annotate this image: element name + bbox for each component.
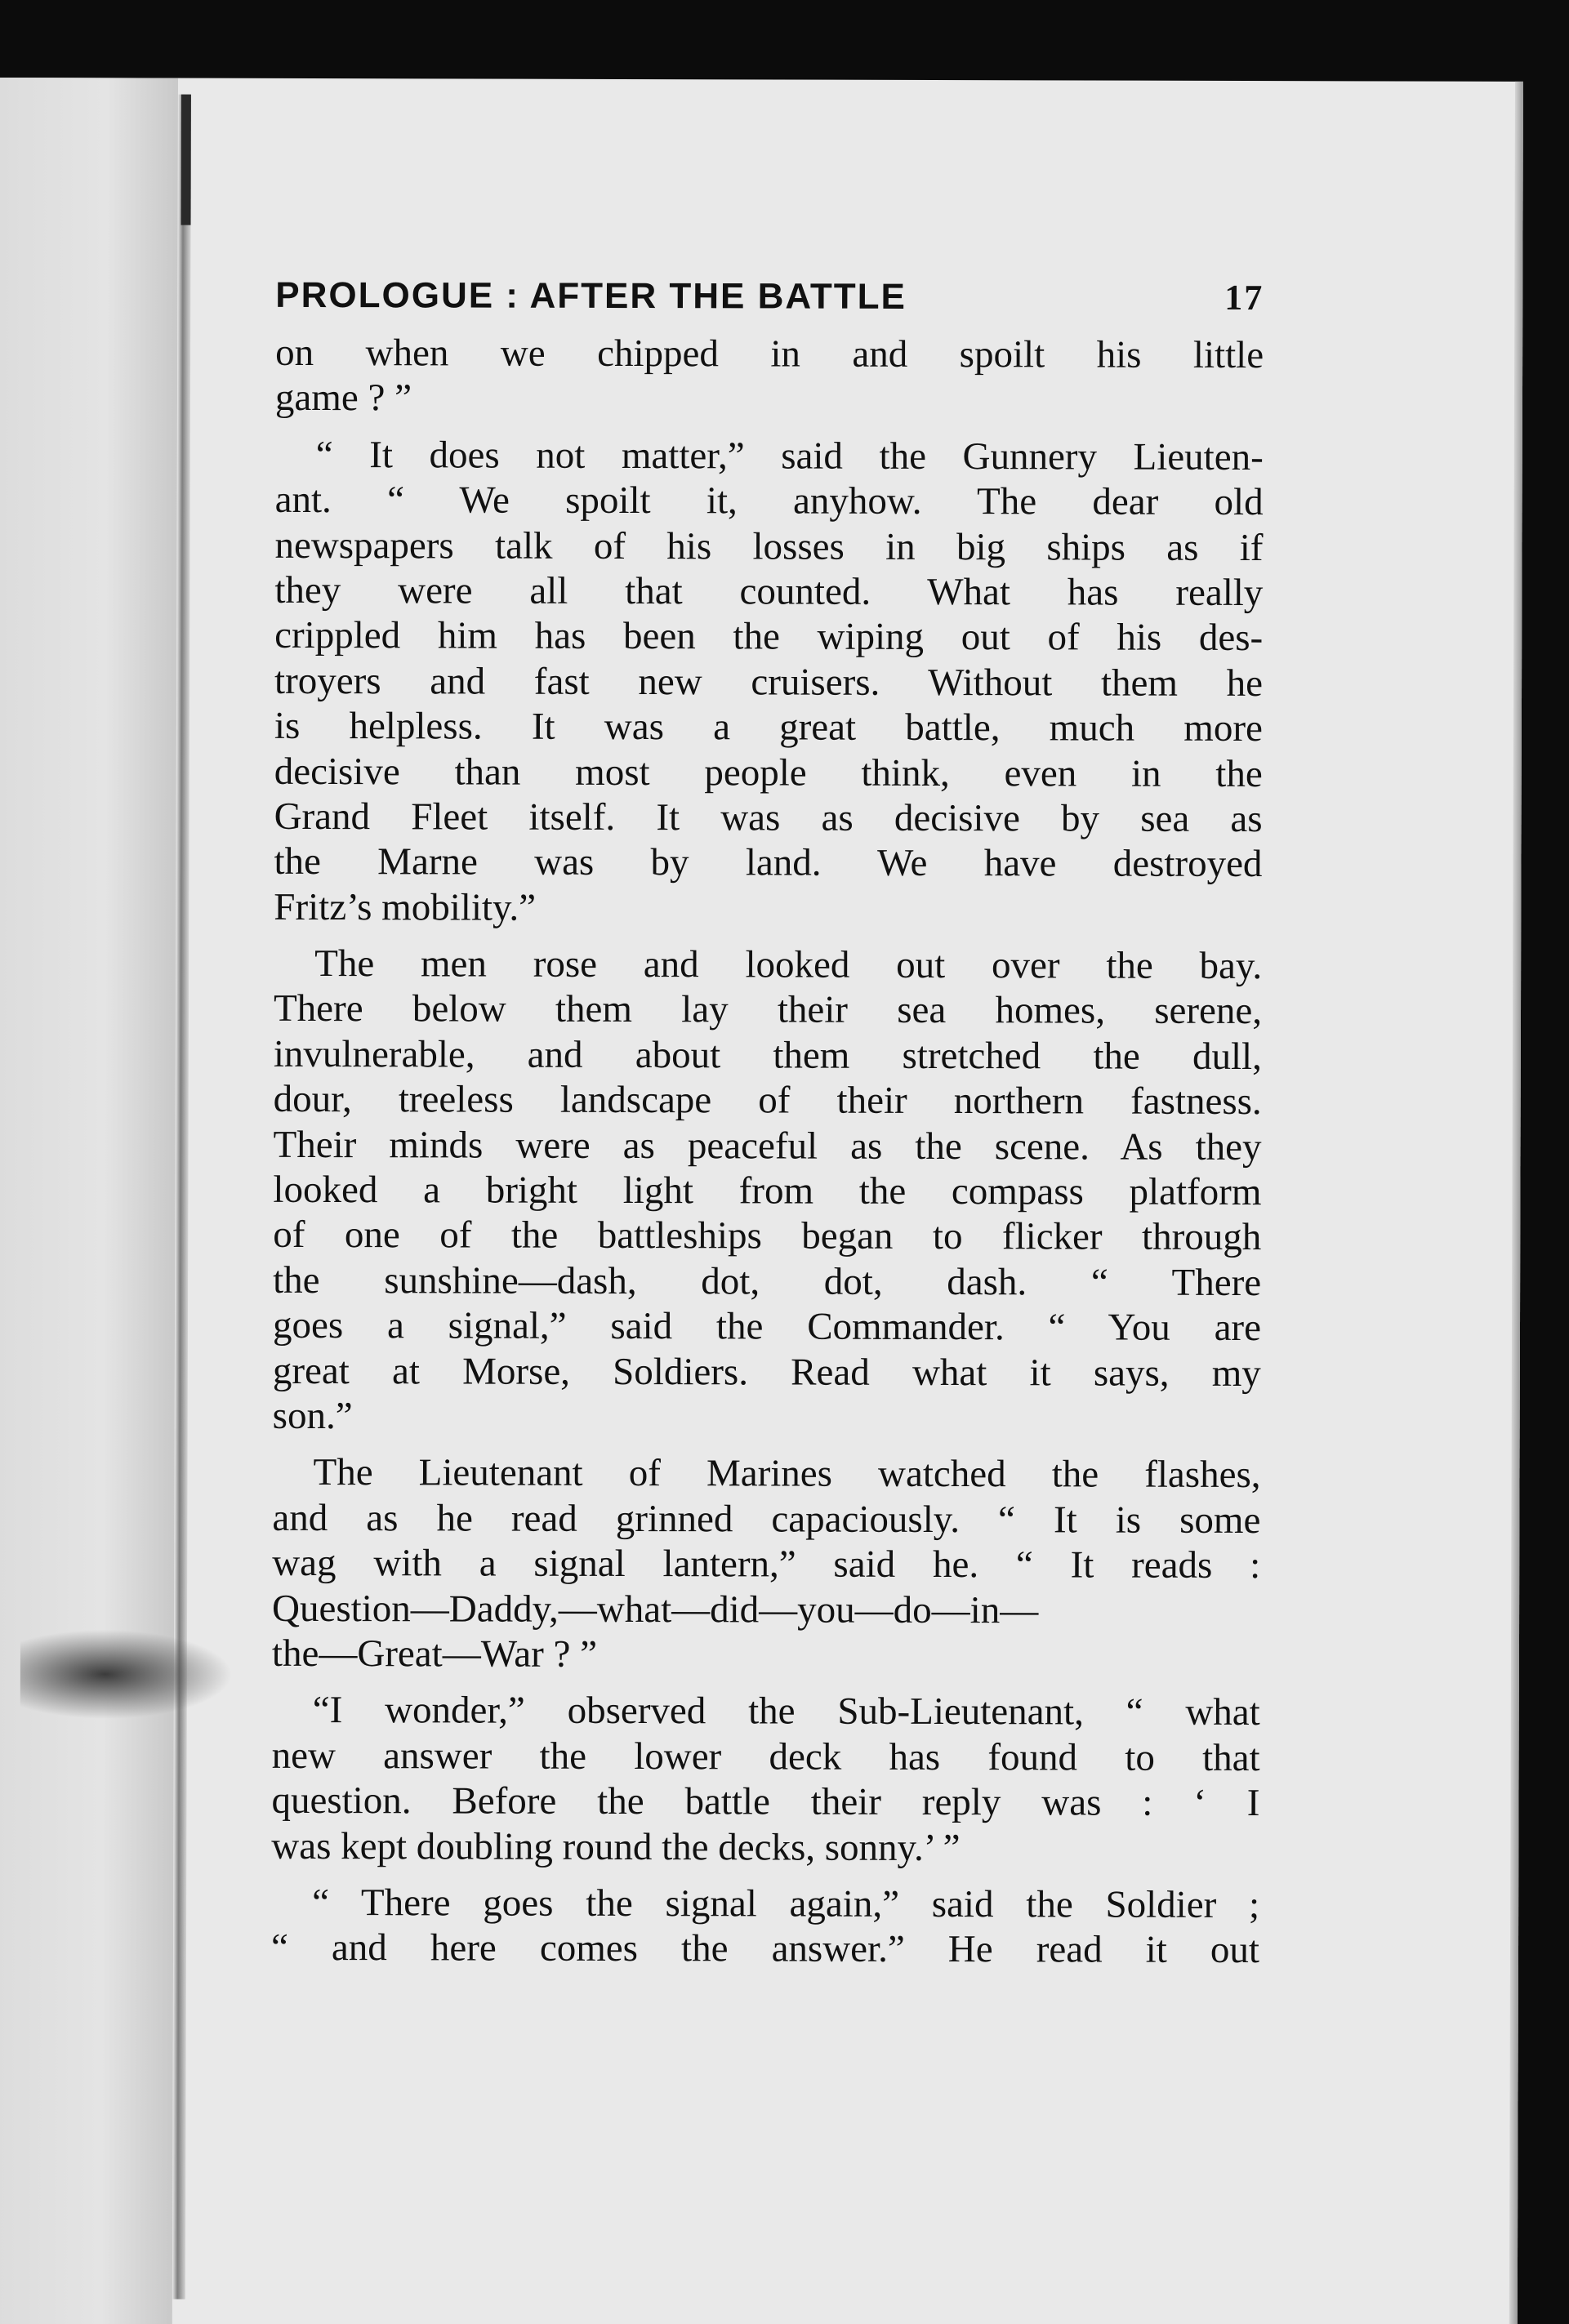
text-line: the sunshine—dash, dot, dot, dash. “ There [273,1258,1262,1304]
text-line: game ? ” [274,376,412,420]
text-line: and as he read grinned capaciously. “ It is some [272,1496,1261,1542]
body-text [271,331,1264,1974]
text-line: “ It does not matter,” said the Gunnery Lieuten- [315,433,1264,479]
text-line: was kept doubling round the decks, sonny.’ ” [271,1824,961,1869]
text-line: they were all that counted. What has really [274,568,1264,615]
book-page [0,78,1523,2324]
text-line: Their minds were as peaceful as the scene. As they [273,1123,1262,1169]
text-line: the—Great—War ? ” [271,1632,598,1676]
text-line: new answer the lower deck has found to that [271,1734,1260,1779]
text-line: on when we chipped in and spoilt his little [275,331,1264,377]
text-line: “ and here comes the answer.” He read it out [270,1926,1260,1972]
text-line: ant. “ We spoilt it, anyhow. The dear old [274,479,1264,524]
text-line: looked a bright light from the compass platform [273,1168,1262,1214]
spine-binding [181,95,191,225]
text-line: The Lieutenant of Marines watched the flashes, [313,1451,1261,1497]
text-line: “ There goes the signal again,” said the Soldier ; [312,1881,1260,1926]
text-line: the Marne was by land. We have destroyed [274,840,1263,886]
text-line: great at Morse, Soldiers. Read what it says, my [272,1349,1261,1395]
text-line: Fritz’s mobility.” [274,885,537,929]
text-line: decisive than most people think, even in the [274,750,1263,795]
text-line: goes a signal,” said the Commander. “ You are [272,1304,1262,1350]
thumb-smudge [20,1629,233,1720]
facing-page-edge [0,78,178,2324]
text-line: of one of the battleships began to flicker through [273,1213,1262,1259]
page-number: 17 [1224,277,1264,318]
text-line: Grand Fleet itself. It was as decisive by sea as [274,795,1263,840]
text-line: There below them lay their sea homes, serene, [273,987,1263,1033]
text-line: “I wonder,” observed the Sub-Lieutenant, “ what [312,1689,1260,1734]
text-line: Question—Daddy,—what—did—you—do—in— [272,1587,1039,1632]
page-edge-shadow [1509,82,1523,2324]
text-block [271,274,1264,1974]
running-header [275,274,1264,318]
text-line: wag with a signal lantern,” said he. “ It reads : [272,1542,1261,1587]
text-line: crippled him has been the wiping out of his des- [274,614,1264,660]
text-line: son.” [272,1394,353,1438]
text-line: question. Before the battle their reply was : ‘ I [271,1779,1260,1825]
text-line: troyers and fast new cruisers. Without them he [274,659,1264,705]
text-line: dour, treeless landscape of their northern fastness. [273,1078,1262,1124]
text-line: The men rose and looked out over the bay. [314,942,1263,988]
running-head-title: PROLOGUE : AFTER THE BATTLE [275,274,907,317]
text-line: invulnerable, and about them stretched the dull, [273,1032,1262,1078]
text-line: is helpless. It was a great battle, much more [274,705,1263,750]
text-line: newspapers talk of his losses in big ships as if [274,523,1264,569]
